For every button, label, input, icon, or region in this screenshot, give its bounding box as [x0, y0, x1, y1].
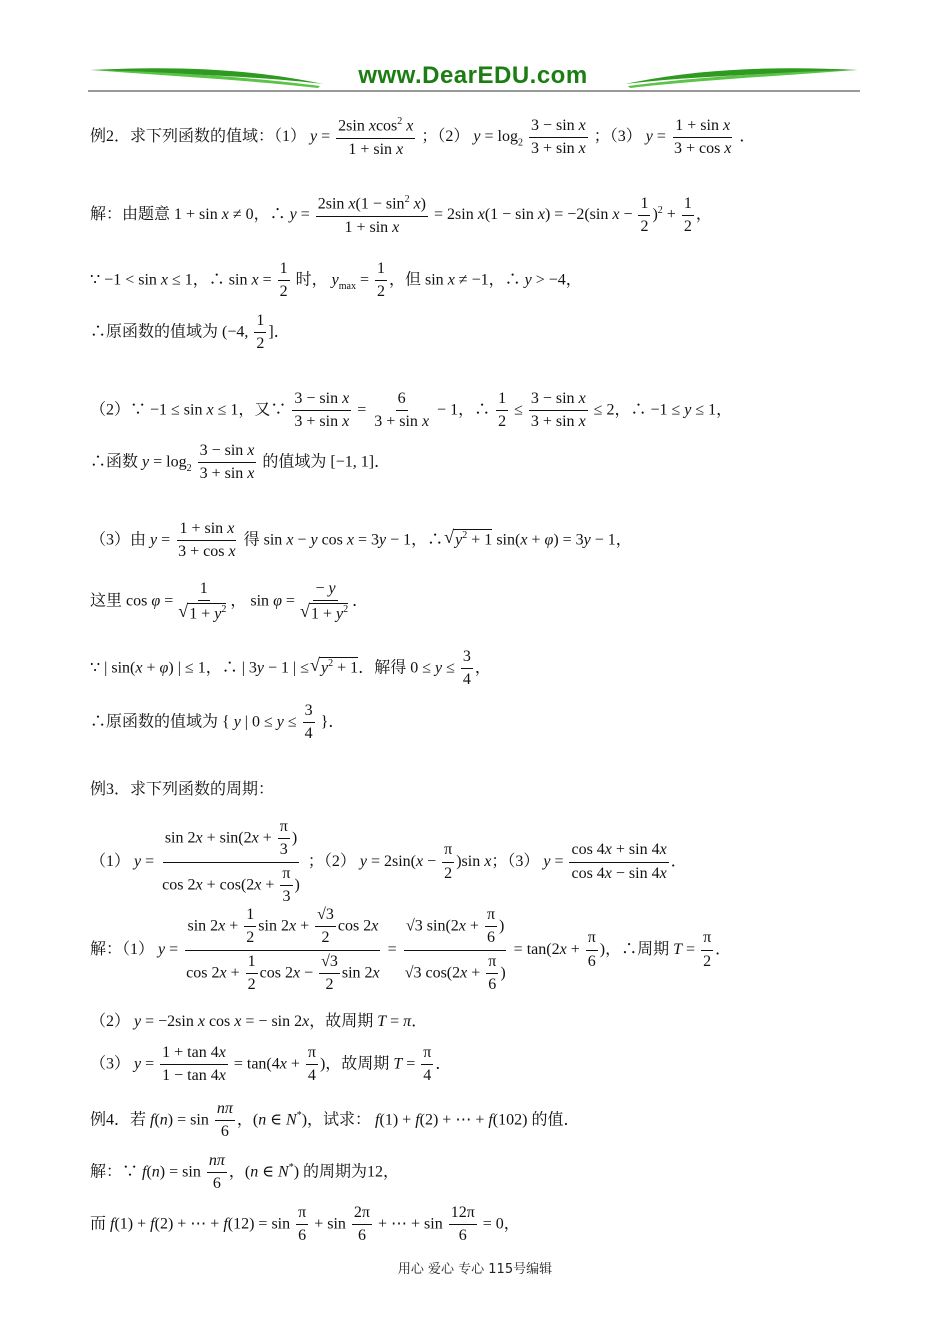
example-3-title: 例3．求下列函数的周期： — [90, 781, 275, 798]
page-footer: 用心 爱心 专心 115号编辑 — [397, 1262, 553, 1277]
solution-2-3-step3: ∵ | sin(x + φ) | ≤ 1，∴ | 3y − 1 | ≤ √ $y^2 + 1$．解得 0 ≤ y ≤ $\frac{3}{4}$ ， — [90, 648, 491, 690]
solution-2-3-step2: 这里 cos φ = 1 √ $1 + y^2$ ， sin φ = − y √ $1 + y^2$ ． — [90, 580, 368, 624]
solution-2-3-step1: （3）由 y = $\frac{\text{1 + sin x}}{\text{3 + cos x}}$ 得 sin x − y cos x = 3y − 1，∴ √ $y^2 + 1$ sin(x + φ) = 3y − 1， — [90, 520, 632, 562]
site-logo: www.DearEDU.com — [358, 62, 588, 89]
example-3-question: （1） y = sin 2x + sin(2x + $\frac{\pi}{3}$ ) cos 2x + cos(2x + $\frac{\pi}{3}$ ) ；（2） y = 2sin(x − $\frac{\pi}{2}$ )sin x；（3） y = $\frac{\cos 4x + \sin 4x}{\cos 4x - \sin 4x}$ ． — [90, 818, 687, 906]
solution-2-2-result: ∴函数 $y = \log_2$ $\frac{\text{3 − sin x}}{\text{3 + sin x}}$ 的值域为 [−1, 1]． — [90, 442, 391, 483]
solution-4-step2: 而 f(1) + f(2) + ⋯ + f(12) = sin $\frac{\pi}{6}$ + sin $\frac{2\pi}{6}$ + ⋯ + sin $\frac{12\pi}{6}$ = 0， — [90, 1204, 520, 1245]
solution-2-1-step2: ∵ −1 < sin x ≤ 1，∴ sin x = $\frac{1}{2}$ 时， $y_{max}$ = $\frac{1}{2}$ ，但 sin x ≠ −1，∴ y > −4， — [90, 260, 582, 301]
solution-2-1-step1: 解：由题意 1 + sin x ≠ 0，∴ y = $\frac{2\sin x(1 - \sin^2 x)}{\text{1 + sin x}}$ = 2sin x(1 − sin x) = −2(sin x − $\frac{1}{2}$ )$^2$ + $\frac{1}{2}$ ， — [90, 194, 712, 236]
example-4-question: 例4．若 f(n) = sin $\frac{n\pi}{6}$ ，(n ∈ N*)，试求： f(1) + f(2) + ⋯ + f(102) 的值． — [90, 1100, 580, 1141]
solution-3-1: 解：（1） y = sin 2x + $\frac{1}{2}$ sin 2x + $\frac{√3}{2}$ cos 2x cos 2x + $\frac{1}{2}$ cos 2x − $\frac{√3}{2}$ sin 2x = √3 sin(2x + $\frac{\pi}{6}$ ) √3 cos(2x + $\frac{\pi}{6}$ ) = tan(2x + $\frac{\pi}{6}$ )，∴周期 T = $\frac{\pi}{2}$ ． — [90, 906, 732, 994]
solution-3-2: （2） y = −2sin x cos x = − sin 2x，故周期 T = π． — [90, 1013, 428, 1030]
solution-2-3-result: ∴原函数的值域为 { y | 0 ≤ y ≤ $\frac{3}{4}$ }． — [90, 702, 345, 743]
solution-3-3: （3） y = $\frac{1 + \tan 4x}{1 - \tan 4x}$ = tan(4x + $\frac{\pi}{4}$ )，故周期 T = $\frac{\pi}{4}$ ． — [90, 1044, 452, 1085]
solution-2-1-result: ∴原函数的值域为 (−4, $\frac{1}{2}$ ]． — [90, 312, 290, 353]
solution-2-2-step1: （2）∵ −1 ≤ sin x ≤ 1，又∵ $\frac{\text{3 − sin x}}{\text{3 + sin x}}$ = $\frac{6}{\text{3 + sin x}}$ − 1，∴ $\frac{1}{2}$ ≤ $\frac{\text{3 − sin x}}{\text{3 + sin x}}$ ≤ 2，∴ −1 ≤ y ≤ 1， — [90, 390, 733, 431]
solution-4-step1: 解：∵ f(n) = sin $\frac{n\pi}{6}$ ，(n ∈ N*) 的周期为12， — [90, 1152, 400, 1193]
example-2-question: 例2．求下列函数的值域：（1） y = $\frac{2\sin xcos^2 x}{\text{1 + sin x}}$ ；（2） $y = \log_2$ $\frac{\text{3 − sin x}}{\text{3 + sin x}}$ ；（3） y = $\frac{\text{1 + sin x}}{\text{3 + cos x}}$ ． — [90, 116, 756, 158]
